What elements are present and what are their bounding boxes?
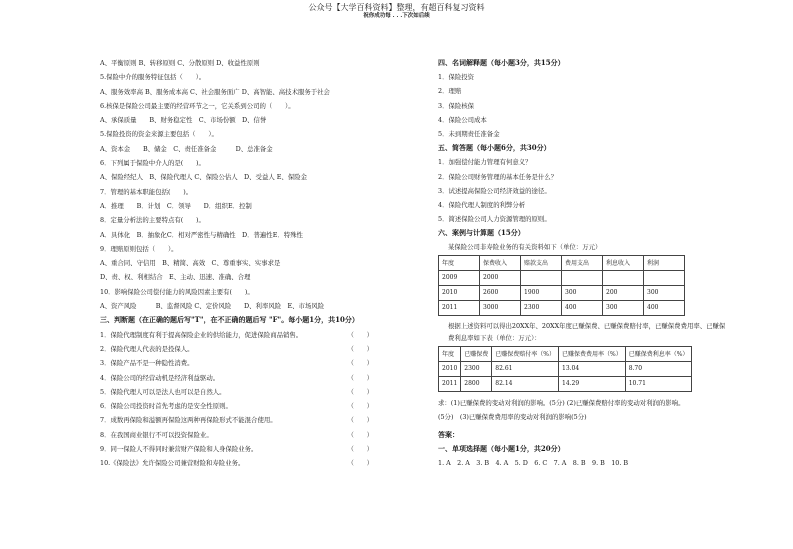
section-4-title: 四、名词解释题（每小题3分，共15分） <box>438 58 565 67</box>
table-cell: 300 <box>644 285 685 300</box>
table-cell: 13.04 <box>559 361 626 376</box>
table-header-row <box>439 255 685 270</box>
left-line: A、资产风险 B、监督风险 C、定价风险 D、利率风险 E、市场风险 <box>100 302 325 311</box>
judge-item: 7．成数再保险和溢额再保险这两种再保险形式不能混合使用。 （ ） <box>100 416 373 425</box>
judge-item: 6．保险公司投资时首先考虑的是安全性原则。 （ ） <box>100 402 373 411</box>
table-cell: 300 <box>562 285 603 300</box>
table-cell: 8.70 <box>625 361 692 376</box>
table-cell: 3000 <box>480 300 521 315</box>
table-cell: 1900 <box>521 285 562 300</box>
data-table-1 <box>438 255 685 316</box>
answers-line: 1. A 2. A 3. B 4. A 5. D 6. C 7. A 8. B 9. B 10. B <box>438 459 629 468</box>
left-line: A、平衡原则 B、转移原则 C、分散原则 D、收益性原则 <box>100 59 260 67</box>
table-cell: 82.14 <box>492 376 559 391</box>
page-header: 公众号【大学百科资料】整理，有超百科复习资料 <box>308 3 485 12</box>
table-cell <box>521 270 562 285</box>
left-line: 5.保险投资的资金来源主要包括（ ）。 <box>100 130 218 139</box>
short-answer-item: 5．简述保险公司人力资源管理的原则。 <box>438 215 551 224</box>
table-cell: 2600 <box>480 285 521 300</box>
term-item: 5．未到期责任准备金 <box>438 129 500 138</box>
judge-item: 8．在我国商业银行不可以投资保险业。 （ ） <box>100 430 373 439</box>
answers-title: 答案： <box>438 430 459 439</box>
term-item: 1．保险投资 <box>438 73 475 82</box>
judge-item: 2．保险代理人代表的是投保人。 （ ） <box>100 344 373 353</box>
table-cell: 2009 <box>439 270 480 285</box>
table-cell: 已赚保费利息率（%） <box>625 346 692 361</box>
table-cell: 300 <box>603 300 644 315</box>
case-intro: 某保险公司非寿险业务的有关资料如下（单位：万元） <box>448 243 602 252</box>
case-mid-text: 根据上述资料可以得出20XX年、20XX年度已赚保费、已赚保费赔付率，已赚保费费用率、已赚保费利息率如下表（单位：万元）： <box>448 321 726 342</box>
table-cell: 费用支出 <box>562 255 603 270</box>
table-cell: 利润 <box>644 255 685 270</box>
table-cell: 赔款支出 <box>521 255 562 270</box>
left-line: 10．影响保险公司偿付能力的风险因素主要有( )。 <box>100 287 254 296</box>
table-cell: 2000 <box>480 270 521 285</box>
judge-section-title: 三、判断题（在正确的题后写"T"，在不正确的题后写 "F"。每小题1分，共10分） <box>100 315 359 325</box>
judge-item: 9．同一保险人不得同时兼营财产保险和人身保险业务。 （ ） <box>100 445 373 454</box>
page-subheader: 祝你成功每 . . .下次如后续 <box>363 13 430 19</box>
table-row <box>439 361 692 376</box>
term-item: 2．理赔 <box>438 87 462 96</box>
table-row <box>439 270 685 285</box>
table-cell: 2010 <box>439 285 480 300</box>
question-line: (5分) (3)已赚保费费用率的变动对利润的影响(5分) <box>438 412 587 421</box>
table-cell: 2011 <box>439 376 461 391</box>
question-line: 求：(1)已赚保费的变动对利润的影响。(5分) (2)已赚保费赔付率的变动对利润的影响。 <box>438 398 685 407</box>
judge-item: 1．保险代理制度有利于提高保险企业的供给能力，促进保险商品销售。 （ ） <box>100 330 373 339</box>
table-cell: 年度 <box>439 346 461 361</box>
term-item: 3．保险核保 <box>438 101 475 110</box>
left-line: A．推理 B．计划 C．领导 D．组织E．控制 <box>100 201 252 210</box>
left-line: A．具体化 B．抽象化C．相对严密性与精确性 D．普遍性E．特殊性 <box>100 230 303 239</box>
table-cell: 14.29 <box>559 376 626 391</box>
short-answer-item: 2．保险公司财务管理的基本任务是什么？ <box>438 172 558 181</box>
table-row <box>439 376 692 391</box>
left-line: A、保险经纪人 B、保险代理人 C、保险公估人 D、受益人 E、保险金 <box>100 173 307 182</box>
data-table-2 <box>438 346 692 392</box>
table-cell: 利息收入 <box>603 255 644 270</box>
right-column <box>438 56 728 471</box>
table-cell: 年度 <box>439 255 480 270</box>
judge-item: 10.《保险法》允许保险公司兼营财险和寿险业务。 （ ） <box>100 459 373 468</box>
left-line: 5.保险中介的服务特征包括（ ）。 <box>100 73 206 82</box>
left-column <box>100 56 395 471</box>
short-answer-item: 1．加强偿付能力管理有何意义？ <box>438 158 532 167</box>
left-line: 9．理赔原则包括（ ）。 <box>100 244 178 253</box>
answers-section-title: 一、单项选择题（每小题1分，共20分） <box>438 444 565 454</box>
section-6-title: 六、案例与计算题（15分） <box>438 228 525 238</box>
table-cell: 保费收入 <box>480 255 521 270</box>
table-cell: 82.61 <box>492 361 559 376</box>
left-line: A、重合同、守信用 B、精简、高效 C、尊重事实、实事求是 <box>100 259 281 268</box>
section-5-title: 五、简答题（每小题6分，共30分） <box>438 143 551 153</box>
term-item: 4．保险公司成本 <box>438 115 487 124</box>
table-row <box>439 285 685 300</box>
left-line: 8．定量分析法的主要特点有( )。 <box>100 216 205 225</box>
left-line: A、资本金 B、储金 C、责任准备金 D、总准备金 <box>100 144 273 153</box>
table-row <box>439 300 685 315</box>
short-answer-item: 4．保险代理人制度的利弊分析 <box>438 200 526 209</box>
table-cell: 2011 <box>439 300 480 315</box>
left-line: 7．管理的基本职能包括( )。 <box>100 187 193 196</box>
left-line: 6．下列属于保险中介人的是( )。 <box>100 159 205 168</box>
table-cell: 已赚保费费用率（%） <box>559 346 626 361</box>
left-line: 6.核保是保险公司最主要的经营环节之一，它关系到公司的（ ）。 <box>100 101 295 110</box>
table-header-row <box>439 346 692 361</box>
table-cell <box>562 270 603 285</box>
table-cell: 2010 <box>439 361 461 376</box>
left-line: A、承保质量 B、财务稳定性 C、市场份额 D、信誉 <box>100 116 267 125</box>
table-cell: 400 <box>644 300 685 315</box>
table-cell: 2300 <box>521 300 562 315</box>
table-cell <box>644 270 685 285</box>
table-cell: 2800 <box>461 376 492 391</box>
table-cell: 400 <box>562 300 603 315</box>
table-cell: 已赚保费赔付率（%） <box>492 346 559 361</box>
left-line: D、责、权、利相结合 E、主动、迅速、准确、合理 <box>100 273 251 282</box>
table-cell: 10.71 <box>625 376 692 391</box>
judge-item: 5．保险代理人可以是法人也可以是自然人。 （ ） <box>100 387 373 396</box>
table-cell <box>603 270 644 285</box>
judge-item: 4．保险公司的经营动机是经济利益驱动。 （ ） <box>100 373 373 382</box>
short-answer-item: 3．试述提高保险公司经济效益的途径。 <box>438 186 551 195</box>
table-cell: 200 <box>603 285 644 300</box>
table-cell: 已赚保费 <box>461 346 492 361</box>
left-line: A、服务效率高 B、服务成本高 C、社会服务面广 D、高智能、高技术服务于社会 <box>100 87 330 96</box>
judge-item: 3．保险产品不是一种隐性消费。 （ ） <box>100 359 373 368</box>
table-cell: 2300 <box>461 361 492 376</box>
